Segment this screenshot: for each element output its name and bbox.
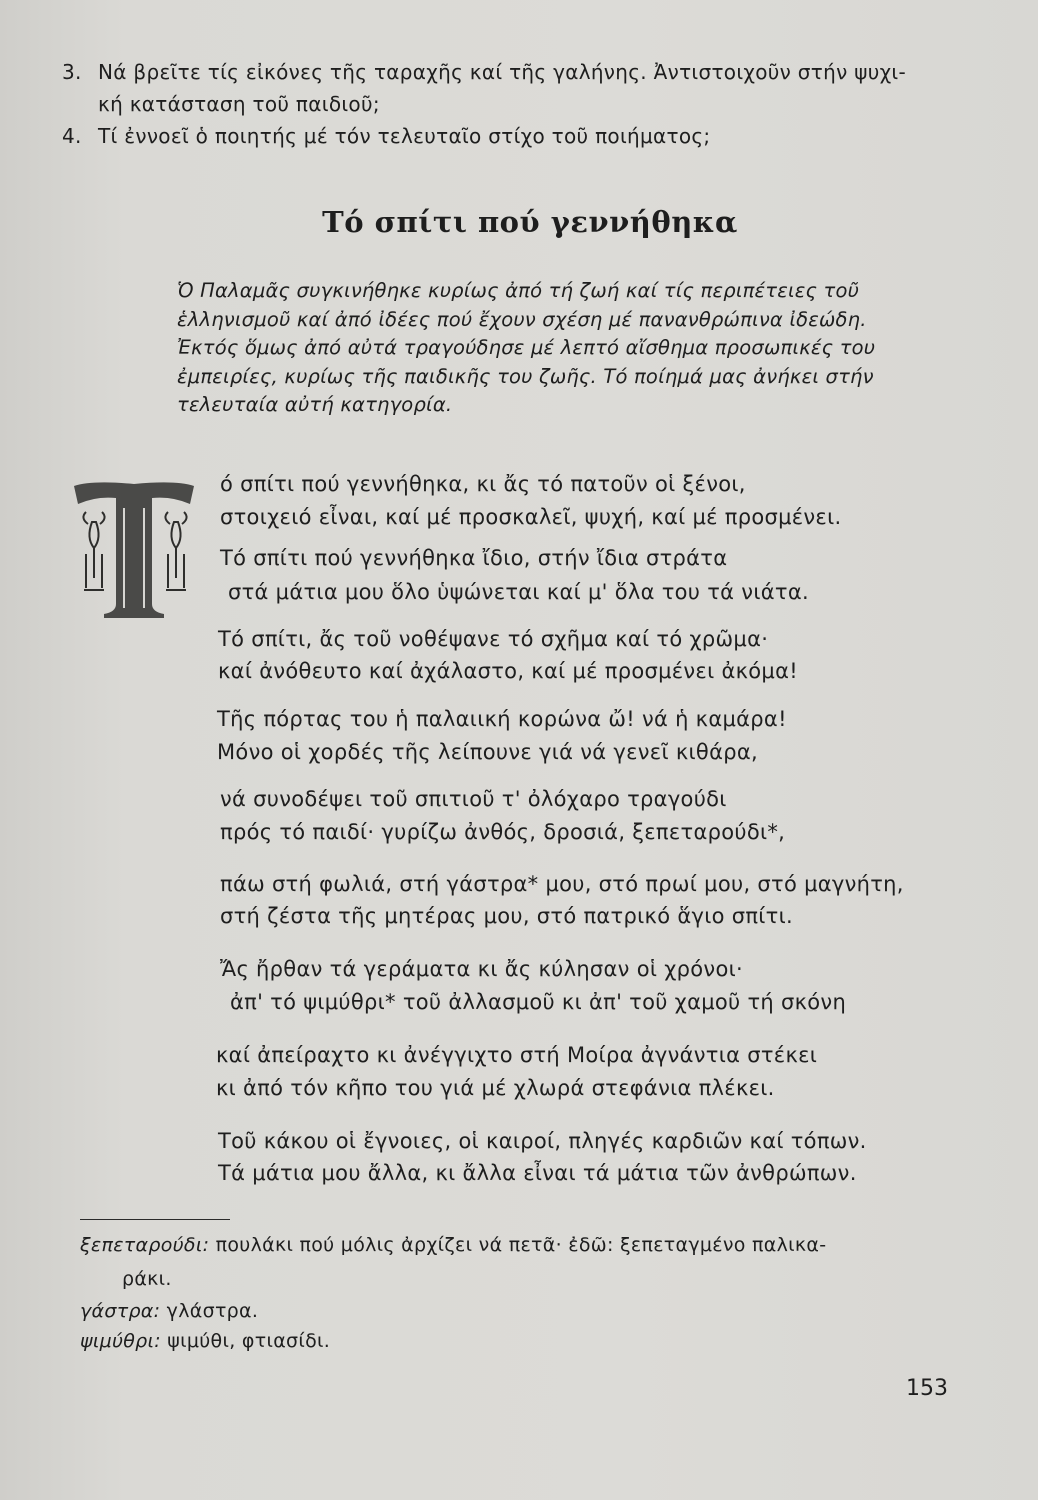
verse-line: καί ἀπείραχτο κι ἀνέγγιχτο στή Μοίρα ἀγνάντια στέκει — [216, 1043, 818, 1067]
question-number: 4. — [62, 124, 82, 148]
footnote-continuation — [122, 1266, 172, 1293]
footnote-term: ξεπεταρούδι: — [80, 1234, 210, 1256]
verse-line: πάω στή φωλιά, στή γάστρα* μου, στό πρωί μου, στό μαγνήτη, — [220, 872, 904, 896]
verse-line: στοιχειό εἶναι, καί μέ προσκαλεῖ, ψυχή, καί μέ προσμένει. — [220, 505, 842, 529]
question-text: Τί ἐννοεῖ ὁ ποιητής μέ τόν τελευταῖο στίχο τοῦ ποιήματος; — [98, 124, 711, 148]
footnote-definition: ράκι. — [122, 1268, 172, 1290]
question-3-continuation — [98, 90, 380, 118]
page-number: 153 — [906, 1376, 948, 1401]
question-text: Νά βρεῖτε τίς εἰκόνες τῆς ταραχῆς καί τῆς γαλήνης. Ἀντιστοιχοῦν στήν ψυχι- — [98, 60, 907, 84]
verse-line: Τό σπίτι, ἄς τοῦ νοθέψανε τό σχῆμα καί τό χρῶμα· — [218, 627, 769, 651]
question-4 — [62, 122, 710, 150]
intro-line: ἑλληνισμοῦ καί ἀπό ἰδέες πού ἔχουν σχέση μέ πανανθρώπινα ἰδεώδη. — [177, 307, 867, 331]
intro-line: Ὁ Παλαμᾶς συγκινήθηκε κυρίως ἀπό τή ζωή καί τίς περιπέτειες τοῦ — [177, 279, 860, 302]
verse-line: ἀπ' τό ψιμύθρι* τοῦ ἀλλασμοῦ κι ἀπ' τοῦ χαμοῦ τή σκόνη — [230, 990, 847, 1014]
footnote — [80, 1298, 258, 1325]
dropcap-t-ornament — [72, 478, 196, 618]
question-text: κή κατάσταση τοῦ παιδιοῦ; — [98, 92, 380, 116]
verse-line: στά μάτια μου ὅλο ὑψώνεται καί μ' ὅλα του τά νιάτα. — [228, 580, 809, 604]
verse-line: Μόνο οἱ χορδές τῆς λείπουνε γιά νά γενεῖ κιθάρα, — [217, 740, 758, 764]
poem-title: Τό σπίτι πού γεννήθηκα — [322, 205, 738, 239]
verse-line: Τῆς πόρτας του ἡ παλαιική κορώνα ὤ! νά ἡ καμάρα! — [217, 707, 787, 731]
verse-line: Τοῦ κάκου οἱ ἔγνοιες, οἱ καιροί, πληγές καρδιῶν καί τόπων. — [218, 1129, 867, 1153]
footnote — [80, 1328, 330, 1355]
verse-line: Τό σπίτι πού γεννήθηκα ἴδιο, στήν ἴδια στράτα — [220, 546, 728, 570]
footnote-divider — [80, 1219, 230, 1220]
verse-line: πρός τό παιδί· γυρίζω ἀνθός, δροσιά, ξεπεταρούδι*, — [220, 820, 786, 844]
verse-line: νά συνοδέψει τοῦ σπιτιοῦ τ' ὀλόχαρο τραγούδι — [220, 787, 727, 811]
footnote-definition: πουλάκι πού μόλις ἀρχίζει νά πετᾶ· ἐδῶ: ξεπεταγμένο παλικα- — [209, 1234, 827, 1256]
footnote-definition: ψιμύθι, φτιασίδι. — [160, 1330, 331, 1352]
footnote-definition: γλάστρα. — [160, 1300, 259, 1322]
intro-line: Ἐκτός ὅμως ἀπό αὐτά τραγούδησε μέ λεπτό αἴσθημα προσωπικές του — [177, 336, 876, 359]
verse-line: Τά μάτια μου ἄλλα, κι ἄλλα εἶναι τά μάτια τῶν ἀνθρώπων. — [218, 1161, 857, 1185]
footnote-term: γάστρα: — [80, 1300, 161, 1322]
verse-line: κι ἀπό τόν κῆπο του γιά μέ χλωρά στεφάνια πλέκει. — [216, 1076, 775, 1100]
question-number: 3. — [62, 60, 82, 84]
poem-intro — [177, 277, 942, 420]
footnote — [80, 1232, 826, 1259]
verse-line: ό σπίτι πού γεννήθηκα, κι ἄς τό πατοῦν οἱ ξένοι, — [220, 472, 746, 496]
intro-line: τελευταία αὐτή κατηγορία. — [177, 393, 453, 416]
verse-line: Ἄς ἤρθαν τά γεράματα κι ἄς κύλησαν οἱ χρόνοι· — [220, 957, 743, 981]
verse-line: στή ζέστα τῆς μητέρας μου, στό πατρικό ἅγιο σπίτι. — [220, 904, 794, 928]
footnote-term: ψιμύθρι: — [80, 1330, 161, 1352]
intro-line: ἐμπειρίες, κυρίως τῆς παιδικῆς του ζωῆς. Τό ποίημά μας ἀνήκει στήν — [177, 364, 874, 388]
question-3 — [62, 58, 906, 86]
verse-line: καί ἀνόθευτο καί ἀχάλαστο, καί μέ προσμένει ἀκόμα! — [218, 659, 798, 683]
